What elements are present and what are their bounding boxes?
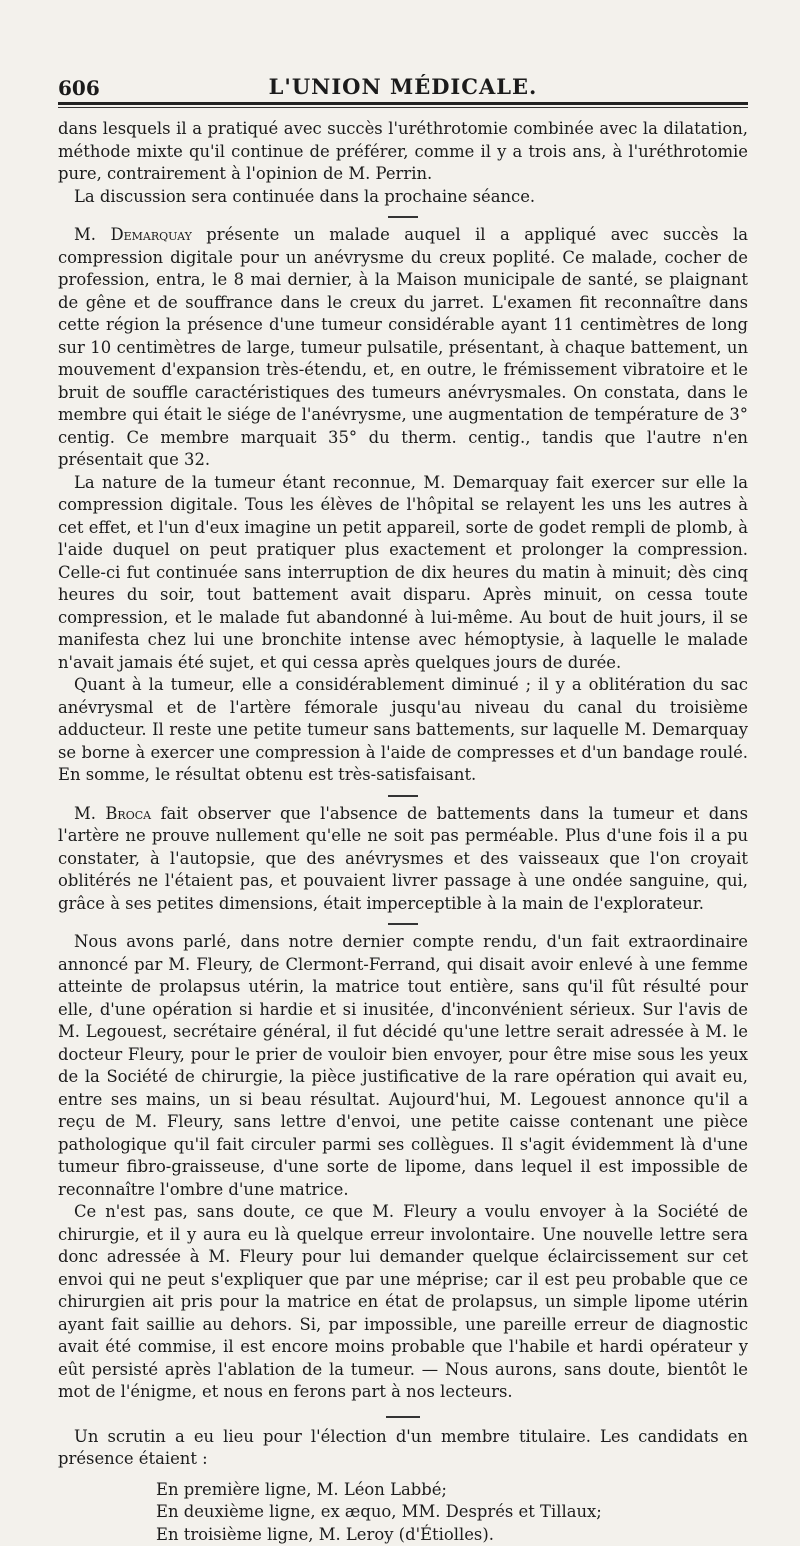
candidate-line-1: En première ligne, M. Léon Labbé; xyxy=(156,1479,748,1502)
candidate-line-2: En deuxième ligne, ex æquo, MM. Després et Tillaux; xyxy=(156,1501,748,1524)
section-divider xyxy=(388,923,418,925)
paragraph-6 xyxy=(58,803,748,916)
paragraph-8: Ce n'est pas, sans doute, ce que M. Fleury a voulu envoyer à la Société de chirurgie, et il y aura eu là quelque erreur involontaire. Une nouvelle lettre sera donc adressée à M. Fleury pour lui demander quelque éclaircissement sur cet envoi qui ne peut s'expliquer que par une méprise; car il est peu probable que ce chirurgien ait pris pour la matrice en état de prolapsus, un simple lipome utérin ayant fait saillie au dehors. Si, par impossible, une pareille erreur de diagnostic avait été commise, il est encore moins probable que l'habile et hardi opérateur y eût persisté après l'ablation de la tumeur. — Nous aurons, sans doute, bientôt le mot de l'énigme, et nous en ferons part à nos lecteurs. xyxy=(58,1201,748,1404)
article-body xyxy=(58,102,748,1471)
section-divider xyxy=(388,216,418,218)
paragraph-1: dans lesquels il a pratiqué avec succès l'uréthrotomie combinée avec la dilatation, méthode mixte qu'il continue de préférer, comme il y a trois ans, à l'uréthrotomie pure, contrairement à l'opinion de M. Perrin. xyxy=(58,118,748,186)
section-divider xyxy=(388,795,418,797)
paragraph-3 xyxy=(58,224,748,472)
running-title: L'UNION MÉDICALE. xyxy=(58,74,748,99)
paragraph-3-text: présente un malade auquel il a appliqué avec succès la compression digitale pour un anévrysme du creux poplité. Ce malade, cocher de profession, entra, le 8 mai dernier, à la Maison municipale de santé, se plaignant de gêne et de souffrance dans le creux du jarret. L'examen fit reconnaître dans cette région la présence d'une tumeur considérable ayant 11 centimètres de long sur 10 centimètres de large, tumeur pulsatile, présentant, à chaque battement, un mouvement d'expansion très-étendu, et, en outre, le frémissement vibratoire et le bruit de souffle caractéristiques des tumeurs anévrysmales. On constata, dans le membre qui était le siége de l'anévrysme, une augmentation de température de 3° centig. Ce membre marquait 35° du therm. centig., tandis que l'autre n'en présentait que 32. xyxy=(58,225,748,469)
speaker-broca: M. Broca xyxy=(74,804,151,823)
paragraph-2: La discussion sera continuée dans la prochaine séance. xyxy=(58,186,748,209)
paragraph-4: La nature de la tumeur étant reconnue, M. Demarquay fait exercer sur elle la compression digitale. Tous les élèves de l'hôpital se relayent les uns les autres à cet effet, et l'un d'eux imagine un petit appareil, sorte de godet rempli de plomb, à l'aide duquel on peut pratiquer plus exactement et prolonger la compression. Celle-ci fut continuée sans interruption de dix heures du matin à minuit; dès cinq heures du soir, tout battement avait disparu. Après minuit, on cessa toute compression, et le malade fut abandonné à lui-même. Au bout de huit jours, il se manifesta chez lui une bronchite intense avec hémoptysie, à laquelle le malade n'avait jamais été sujet, et qui cessa après quelques jours de durée. xyxy=(58,472,748,675)
paragraph-9: Un scrutin a eu lieu pour l'élection d'un membre titulaire. Les candidats en présence étaient : xyxy=(58,1426,748,1471)
speaker-demarquay: M. Demarquay xyxy=(74,225,192,244)
paragraph-5: Quant à la tumeur, elle a considérablement diminué ; il y a oblitération du sac anévrysmal et de l'artère fémorale jusqu'au niveau du canal du troisième adducteur. Il reste une petite tumeur sans battements, sur laquelle M. Demarquay se borne à exercer une compression à l'aide de compresses et d'un bandage roulé. En somme, le résultat obtenu est très-satisfaisant. xyxy=(58,674,748,787)
header-rule-thin xyxy=(58,107,748,108)
paragraph-6-text: fait observer que l'absence de battements dans la tumeur et dans l'artère ne prouve nullement qu'elle ne soit pas perméable. Plus d'une fois il a pu constater, à l'autopsie, que des anévrysmes et des vaisseaux que l'on croyait oblitérés ne l'étaient pas, et pouvaient livrer passage à une ondée sanguine, qui, grâce à ses petites dimensions, était imperceptible à la main de l'explorateur. xyxy=(58,804,748,913)
header-rule xyxy=(58,102,748,105)
candidate-line-3: En troisième ligne, M. Leroy (d'Étiolles). xyxy=(156,1524,748,1546)
page-header xyxy=(58,0,748,102)
paragraph-7: Nous avons parlé, dans notre dernier compte rendu, d'un fait extraordinaire annoncé par M. Fleury, de Clermont-Ferrand, qui disait avoir enlevé à une femme atteinte de prolapsus utérin, la matrice tout entière, sans qu'il fût résulté pour elle, d'une opération si hardie et si inusitée, d'inconvénient sérieux. Sur l'avis de M. Legouest, secrétaire général, il fut décidé qu'une lettre serait adressée à M. le docteur Fleury, pour le prier de vouloir bien envoyer, pour être mise sous les yeux de la Société de chirurgie, la pièce justificative de la rare opération qui avait eu, entre ses mains, un si beau résultat. Aujourd'hui, M. Legouest annonce qu'il a reçu de M. Fleury, sans lettre d'envoi, une petite caisse contenant une pièce pathologique qu'il fait circuler parmi ses collègues. Il s'agit évidemment là d'une tumeur fibro-graisseuse, d'une sorte de lipome, dans lequel il est impossible de reconnaître l'ombre d'une matrice. xyxy=(58,931,748,1201)
candidate-list xyxy=(156,1479,748,1546)
section-divider xyxy=(386,1416,420,1418)
page-number: 606 xyxy=(58,76,100,100)
